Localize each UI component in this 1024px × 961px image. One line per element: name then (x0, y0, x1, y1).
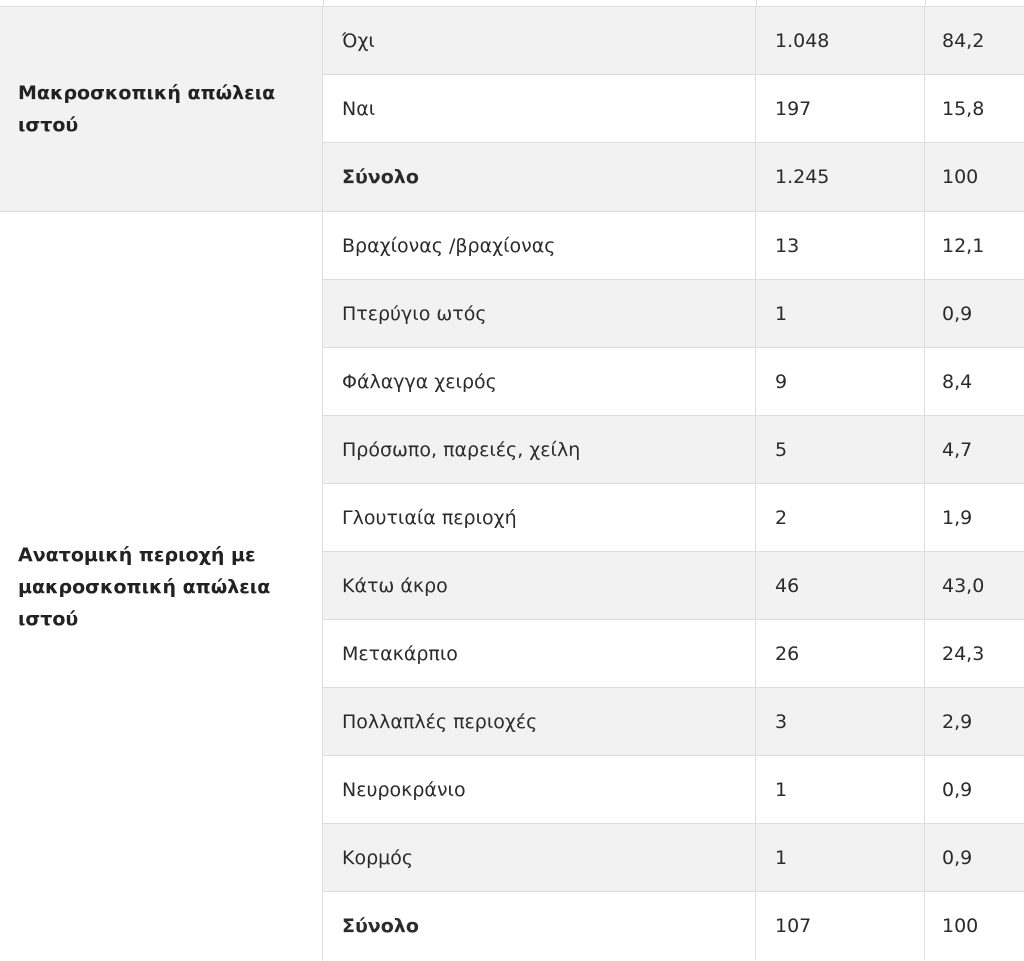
category-cell: Πτερύγιο ωτός (323, 280, 756, 347)
count-cell: 107 (756, 892, 925, 960)
percent-cell: 84,2 (942, 29, 985, 52)
count-cell: 1.245 (756, 143, 925, 211)
percent-cell: 1,9 (942, 506, 973, 529)
table-row (323, 484, 1024, 552)
percent-cell: 43,0 (942, 574, 985, 597)
count-cell: 197 (756, 75, 925, 142)
table-row (323, 416, 1024, 484)
category-cell: Νευροκράνιο (323, 756, 756, 823)
group-label: Μακροσκοπική απώλεια ιστού (0, 7, 323, 211)
percent-cell: 100 (942, 915, 979, 937)
count-cell: 1 (756, 824, 925, 891)
percent-cell: 0,9 (942, 778, 973, 801)
count-cell: 5 (756, 416, 925, 483)
group-rows (323, 212, 1024, 960)
table-row (323, 688, 1024, 756)
category-cell: Πρόσωπο, παρειές, χείλη (323, 416, 756, 483)
total-label-cell: Σύνολο (323, 892, 756, 960)
table-row (323, 7, 1024, 75)
table-row-total (323, 143, 1024, 211)
count-cell: 26 (756, 620, 925, 687)
count-cell: 9 (756, 348, 925, 415)
category-cell: Ναι (323, 75, 756, 142)
table-row (323, 348, 1024, 416)
category-cell: Πολλαπλές περιοχές (323, 688, 756, 755)
table-group-tissue-loss (0, 7, 1024, 212)
category-cell: Γλουτιαία περιοχή (323, 484, 756, 551)
category-cell: Κορμός (323, 824, 756, 891)
percent-cell: 15,8 (942, 97, 985, 120)
category-cell: Βραχίονας /βραχίονας (323, 212, 756, 279)
table-row (323, 75, 1024, 143)
table-row-total (323, 892, 1024, 960)
group-label: Ανατομική περιοχή με μακροσκοπική απώλεια ιστού (0, 212, 323, 961)
table-row (323, 212, 1024, 280)
percent-cell: 8,4 (942, 370, 973, 393)
count-cell: 2 (756, 484, 925, 551)
percent-cell: 4,7 (942, 438, 973, 461)
total-label-cell: Σύνολο (323, 143, 756, 211)
count-cell: 1 (756, 280, 925, 347)
percent-cell: 2,9 (942, 710, 973, 733)
table-row (323, 620, 1024, 688)
category-cell: Όχι (323, 7, 756, 74)
category-cell: Φάλαγγα χειρός (323, 348, 756, 415)
percent-cell: 100 (942, 166, 979, 188)
group-rows (323, 7, 1024, 211)
count-cell: 3 (756, 688, 925, 755)
count-cell: 1 (756, 756, 925, 823)
percent-cell: 12,1 (942, 234, 985, 257)
count-cell: 46 (756, 552, 925, 619)
table-row (323, 756, 1024, 824)
table-top-partial-row (0, 0, 1024, 7)
percent-cell: 24,3 (942, 642, 985, 665)
percent-cell: 0,9 (942, 846, 973, 869)
table-group-anatomic-region (0, 212, 1024, 961)
category-cell: Κάτω άκρο (323, 552, 756, 619)
count-cell: 13 (756, 212, 925, 279)
percent-cell: 0,9 (942, 302, 973, 325)
table-row (323, 280, 1024, 348)
table-row (323, 824, 1024, 892)
category-cell: Μετακάρπιο (323, 620, 756, 687)
count-cell: 1.048 (756, 7, 925, 74)
table-row (323, 552, 1024, 620)
